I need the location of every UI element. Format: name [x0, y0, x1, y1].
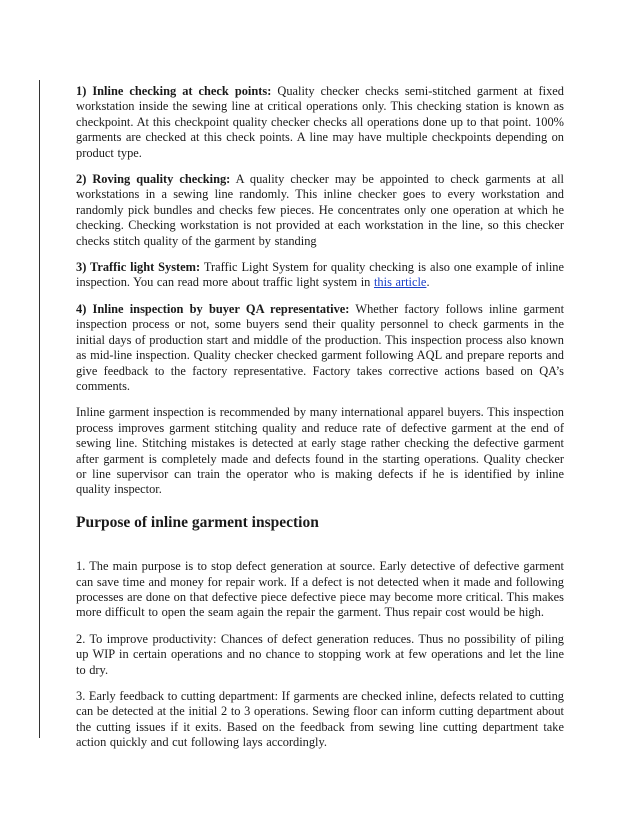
section-buyer-qa	[76, 302, 564, 394]
section-title: 1) Inline checking at check points:	[76, 84, 272, 98]
document-body	[76, 84, 564, 762]
margin-rule	[39, 80, 40, 738]
purpose-point: 2. To improve productivity: Chances of defect generation reduces. Thus no possibility of piling up WIP in certain operations and no chance to stopping work at few operations and let the line to dry.	[76, 631, 564, 677]
section-traffic-light	[76, 260, 564, 291]
section-roving-checking	[76, 172, 564, 249]
article-link[interactable]: this article	[373, 275, 427, 290]
purpose-point: 1. The main purpose is to stop defect generation at source. Early detective of defective garment can save time and money for repair work. If a defect is not detected when it made and following processes are done on that defective piece defective piece may become more critical. This makes more difficult to open the seam again the repair the garment. Thus repair cost would be high.	[76, 559, 564, 620]
section-text-end: .	[426, 275, 430, 290]
section-text: Traffic Light System for quality checking is also one example of inline inspection. You can read more about traffic light system in	[76, 260, 565, 290]
section-title: 3) Traffic light System:	[76, 260, 201, 275]
purpose-point: 3. Early feedback to cutting department: If garments are checked inline, defects related to cutting can be detected at the initial 2 to 3 operations. Sewing floor can inform cutting department about the cutting issues if it exits. Based on the feedback from sewing line cutting department take action quickly and cut following lays accordingly.	[76, 689, 564, 750]
section-text: A quality checker may be appointed to check garments at all workstations in a sewing line randomly. This inline checker goes to every workstation and randomly pick bundles and checks few pieces. He concentrates only one operation at which he checking. Checking workstation is not provided at each workstation in the line, so this checker checks stitch quality of the garment by standing	[76, 172, 564, 248]
section-text: Whether factory follows inline garment inspection process or not, some buyers send their quality personnel to check garments in the initial days of production start and middle of the production. This inspection process also known as mid-line inspection. Quality checker checked garment following AQL and prepare reports and give feedback to the factory representative. Factory takes corrective actions based on QA’s comments.	[76, 301, 565, 393]
section-inline-checkpoints	[76, 84, 564, 161]
intro-paragraph: Inline garment inspection is recommended by many international apparel buyers. This inspection process improves garment stitching quality and reduce rate of defective garment at the end of sewing line. Stitching mistakes is detected at early stage rather checking the defective garment after garment is completely made and defects found in the starting operations. Quality checker or line supervisor can train the operator who is making defects if he is identified by inline quality inspector.	[76, 405, 564, 497]
section-text: Quality checker checks semi-stitched garment at fixed workstation inside the sewing line at critical operations only. This checking station is known as checkpoint. At this checkpoint quality checker checks all operations done up to that point. 100% garments are checked at this check points. A line may have multiple checkpoints depending on product type.	[76, 84, 564, 160]
section-title: 2) Roving quality checking:	[76, 172, 231, 187]
purpose-heading: Purpose of inline garment inspection	[76, 513, 319, 531]
section-title: 4) Inline inspection by buyer QA representative:	[76, 301, 350, 316]
